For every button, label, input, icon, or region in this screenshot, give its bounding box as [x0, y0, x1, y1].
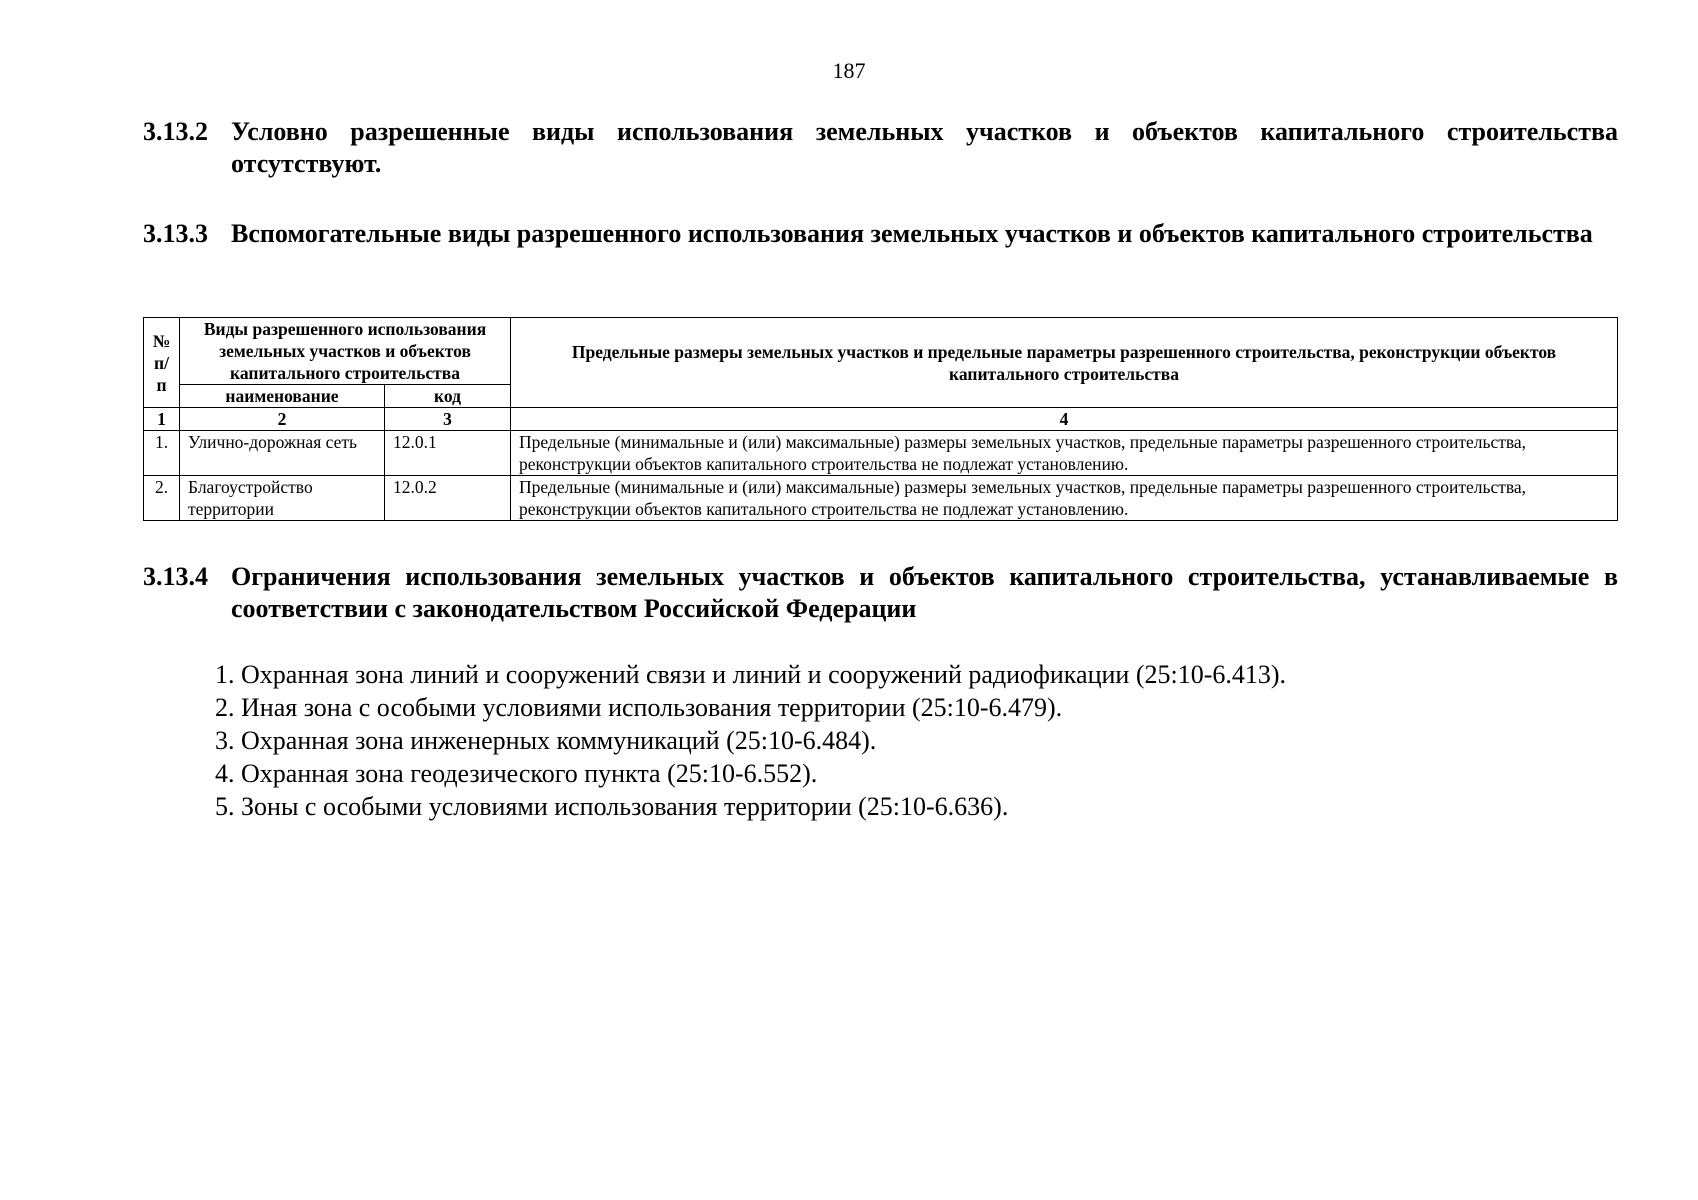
row-limits: Предельные (минимальные и (или) максимальные) размеры земельных участков, предельные параметры разрешенного строительства, реконструкции объектов капитального строительства не подлежат установлению. — [511, 431, 1618, 476]
section-number: 3.13.2 — [143, 117, 208, 146]
section-number: 3.13.3 — [143, 219, 208, 248]
list-item: 3. Охранная зона инженерных коммуникаций (25:10-6.484). — [215, 726, 877, 755]
table-row — [144, 431, 1618, 476]
page-number: 187 — [832, 58, 866, 83]
row-name: Благоустройство территории — [180, 476, 385, 521]
section-3-13-4-heading — [143, 561, 1618, 625]
restrictions-list — [215, 658, 1286, 823]
list-item: 1. Охранная зона линий и сооружений связи и линий и сооружений радиофикации (25:10-6.413). — [215, 660, 1287, 689]
table-row — [144, 476, 1618, 521]
column-number: 3 — [385, 408, 511, 431]
column-number: 2 — [180, 408, 385, 431]
section-title: Ограничения использования земельных участков и объектов капитального строительства, устанавливаемые в соответствии с законодательством Российской Федерации — [231, 562, 1618, 623]
row-name: Улично-дорожная сеть — [180, 431, 385, 476]
section-number: 3.13.4 — [143, 562, 208, 591]
list-item: 4. Охранная зона геодезического пункта (25:10-6.552). — [215, 759, 818, 788]
row-code: 12.0.2 — [385, 476, 511, 521]
section-title: Условно разрешенные виды использования земельных участков и объектов капитального строительства отсутствуют. — [231, 117, 1618, 178]
row-number: 2. — [144, 476, 180, 521]
header-limits: Предельные размеры земельных участков и предельные параметры разрешенного строительства, реконструкции объектов капитального строительства — [511, 318, 1618, 408]
header-num: № п/п — [144, 318, 180, 408]
header-name: наименование — [180, 385, 385, 408]
table-header-row — [144, 318, 1618, 385]
column-number: 4 — [511, 408, 1618, 431]
column-number: 1 — [144, 408, 180, 431]
header-code: код — [385, 385, 511, 408]
list-item: 2. Иная зона с особыми условиями использования территории (25:10-6.479). — [215, 693, 1063, 722]
permitted-use-table — [143, 317, 1618, 521]
row-limits: Предельные (минимальные и (или) максимальные) размеры земельных участков, предельные параметры разрешенного строительства, реконструкции объектов капитального строительства не подлежат установлению. — [511, 476, 1618, 521]
column-numbers-row — [144, 408, 1618, 431]
section-title: Вспомогательные виды разрешенного использования земельных участков и объектов капитального строительства — [231, 219, 1593, 248]
row-code: 12.0.1 — [385, 431, 511, 476]
header-types: Виды разрешенного использования земельных участков и объектов капитального строительства — [180, 318, 511, 385]
section-3-13-3-heading — [143, 218, 1618, 250]
list-item: 5. Зоны с особыми условиями использования территории (25:10-6.636). — [215, 792, 1009, 821]
section-3-13-2-heading — [143, 116, 1618, 180]
row-number: 1. — [144, 431, 180, 476]
